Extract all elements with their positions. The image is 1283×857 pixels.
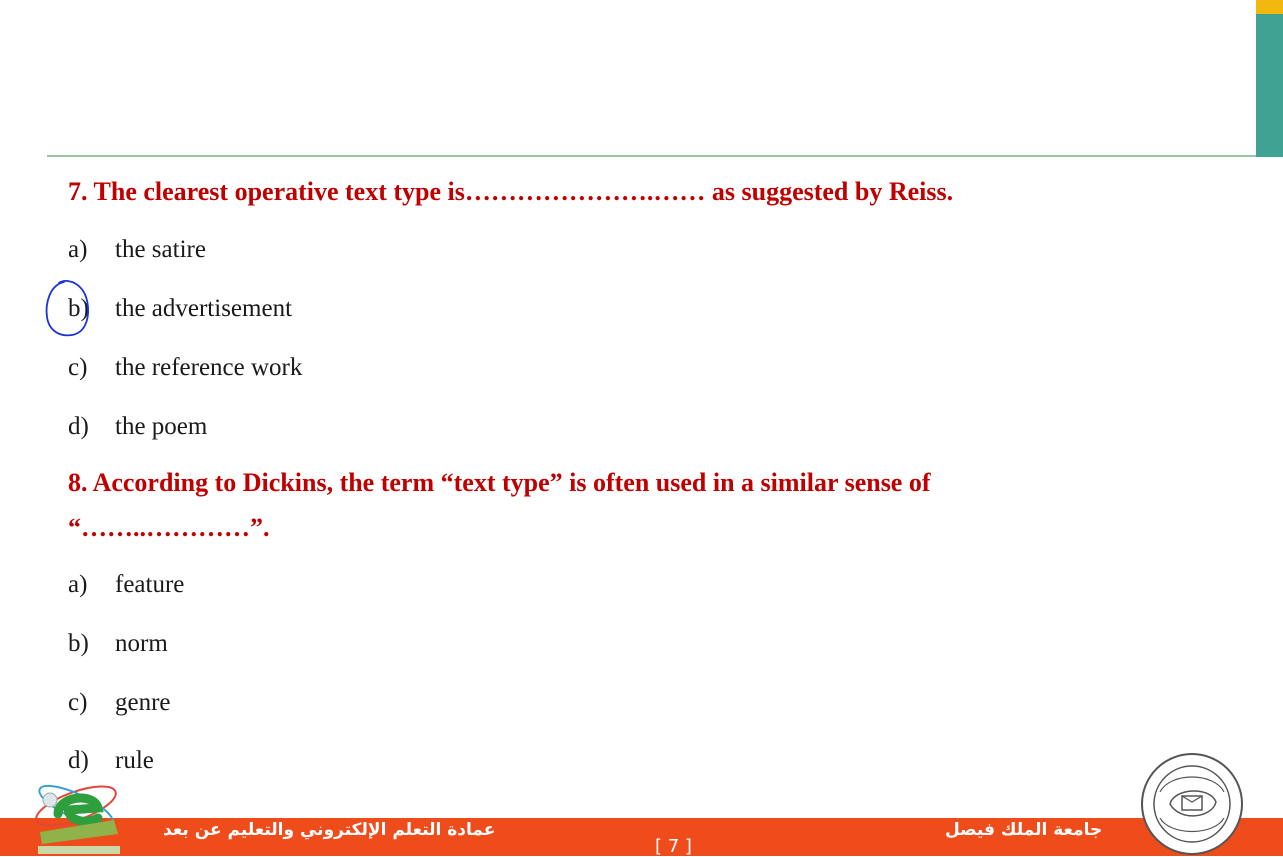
- option-letter: d): [68, 413, 89, 440]
- option-letter: c): [68, 689, 88, 716]
- q7-option-c: [68, 353, 302, 383]
- q7-option-d: [68, 412, 207, 442]
- header-divider: [47, 155, 1256, 157]
- q7-option-b: [68, 294, 292, 324]
- option-letter: b): [68, 295, 89, 322]
- question-8-text: 8. According to Dickins, the term “text type” is often used in a similar sense of: [68, 468, 931, 497]
- page-number: [ 7 ]: [655, 836, 692, 857]
- option-text: the satire: [115, 236, 206, 263]
- answer-circle-annotation: [44, 279, 91, 338]
- option-text: norm: [115, 630, 168, 657]
- option-text: the advertisement: [115, 295, 293, 322]
- option-letter: d): [68, 747, 89, 774]
- q8-option-b: [68, 629, 168, 659]
- top-accent-teal: [1256, 14, 1283, 157]
- q8-option-a: [68, 570, 184, 600]
- university-name: جامعة الملك فيصل: [945, 820, 1103, 840]
- option-letter: a): [68, 571, 88, 598]
- option-text: the poem: [115, 413, 208, 440]
- option-letter: c): [68, 354, 88, 381]
- option-letter: a): [68, 236, 88, 263]
- top-accent-yellow: [1256, 0, 1283, 14]
- option-text: feature: [115, 571, 185, 598]
- elearning-logo: [28, 770, 128, 856]
- option-text: genre: [115, 689, 171, 716]
- q8-option-c: [68, 688, 171, 718]
- option-letter: b): [68, 630, 89, 657]
- q7-option-a: [68, 235, 206, 265]
- question-8-text-continued: “……..…………”.: [68, 513, 270, 542]
- deanship-name: عمادة التعلم الإلكتروني والتعليم عن بعد: [163, 820, 496, 840]
- option-text: rule: [115, 747, 154, 774]
- question-7-text: 7. The clearest operative text type is………………….…… as suggested by Reiss.: [68, 177, 954, 206]
- option-text: the reference work: [115, 354, 303, 381]
- university-seal: [1140, 752, 1244, 856]
